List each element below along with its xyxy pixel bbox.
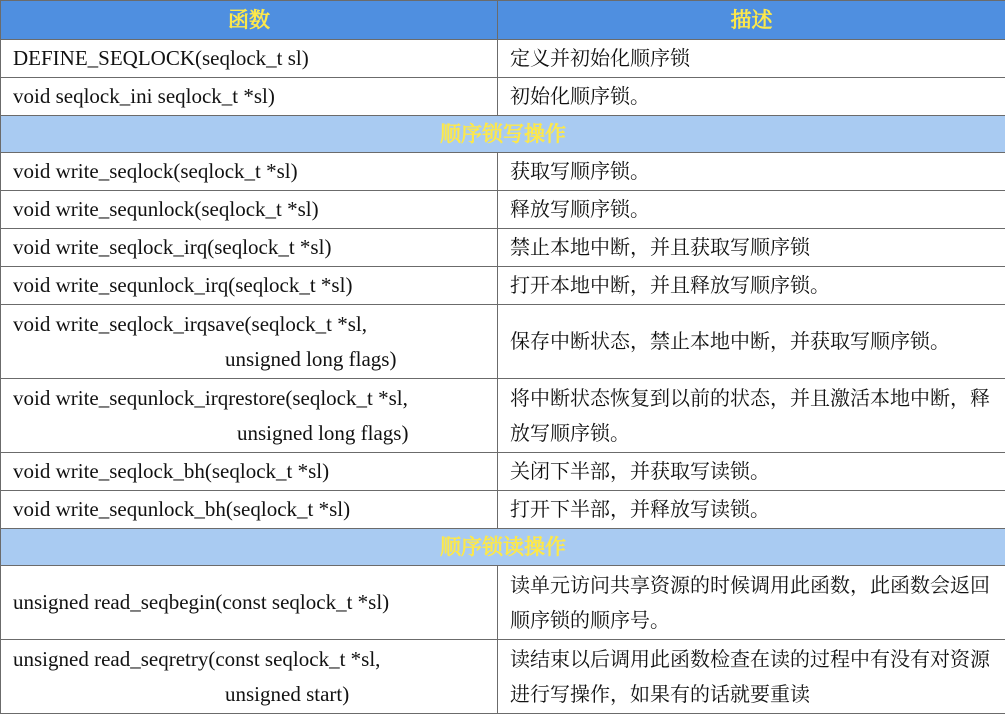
description-cell: 获取写顺序锁。 xyxy=(498,153,1005,191)
description-cell: 保存中断状态，禁止本地中断，并获取写顺序锁。 xyxy=(498,305,1005,379)
section-row-write xyxy=(1,116,1005,153)
function-cell: void write_sequnlock_irq(seqlock_t *sl) xyxy=(1,267,498,305)
function-cell: void seqlock_ini seqlock_t *sl) xyxy=(1,78,498,116)
function-line-1: void write_sequnlock_irqrestore(seqlock_t *sl, xyxy=(13,386,408,410)
description-cell: 关闭下半部，并获取写读锁。 xyxy=(498,453,1005,491)
function-line-1: void write_seqlock_irqsave(seqlock_t *sl, xyxy=(13,312,367,336)
function-line-1: unsigned read_seqretry(const seqlock_t *sl, xyxy=(13,647,380,671)
description-cell: 打开下半部，并释放写读锁。 xyxy=(498,491,1005,529)
table-row xyxy=(1,229,1005,267)
description-cell: 打开本地中断，并且释放写顺序锁。 xyxy=(498,267,1005,305)
function-cell: DEFINE_SEQLOCK(seqlock_t sl) xyxy=(1,40,498,78)
function-cell xyxy=(1,640,498,714)
function-cell: unsigned read_seqbegin(const seqlock_t *sl) xyxy=(1,566,498,640)
function-cell xyxy=(1,305,498,379)
description-cell: 释放写顺序锁。 xyxy=(498,191,1005,229)
description-cell: 定义并初始化顺序锁 xyxy=(498,40,1005,78)
table-row xyxy=(1,267,1005,305)
table-row xyxy=(1,453,1005,491)
description-cell: 禁止本地中断，并且获取写顺序锁 xyxy=(498,229,1005,267)
function-cell xyxy=(1,379,498,453)
table-row xyxy=(1,40,1005,78)
function-cell: void write_seqlock(seqlock_t *sl) xyxy=(1,153,498,191)
section-title: 顺序锁读操作 xyxy=(1,529,1005,566)
description-cell: 将中断状态恢复到以前的状态，并且激活本地中断，释放写顺序锁。 xyxy=(498,379,1005,453)
function-cell: void write_sequnlock_bh(seqlock_t *sl) xyxy=(1,491,498,529)
function-line-2: unsigned long flags) xyxy=(13,416,487,451)
table-row xyxy=(1,153,1005,191)
section-row-read xyxy=(1,529,1005,566)
description-cell: 读单元访问共享资源的时候调用此函数，此函数会返回顺序锁的顺序号。 xyxy=(498,566,1005,640)
header-function: 函数 xyxy=(1,1,498,40)
function-cell: void write_sequnlock(seqlock_t *sl) xyxy=(1,191,498,229)
description-cell: 初始化顺序锁。 xyxy=(498,78,1005,116)
description-cell: 读结束以后调用此函数检查在读的过程中有没有对资源进行写操作，如果有的话就要重读 xyxy=(498,640,1005,714)
table-row xyxy=(1,491,1005,529)
header-description: 描述 xyxy=(498,1,1005,40)
table-row xyxy=(1,379,1005,453)
function-line-2: unsigned long flags) xyxy=(13,342,487,377)
function-cell: void write_seqlock_bh(seqlock_t *sl) xyxy=(1,453,498,491)
table-row xyxy=(1,566,1005,640)
table-header-row xyxy=(1,1,1005,40)
table-row xyxy=(1,640,1005,714)
section-title: 顺序锁写操作 xyxy=(1,116,1005,153)
table-row xyxy=(1,305,1005,379)
table-row xyxy=(1,191,1005,229)
function-line-2: unsigned start) xyxy=(13,677,487,712)
function-cell: void write_seqlock_irq(seqlock_t *sl) xyxy=(1,229,498,267)
table-row xyxy=(1,78,1005,116)
